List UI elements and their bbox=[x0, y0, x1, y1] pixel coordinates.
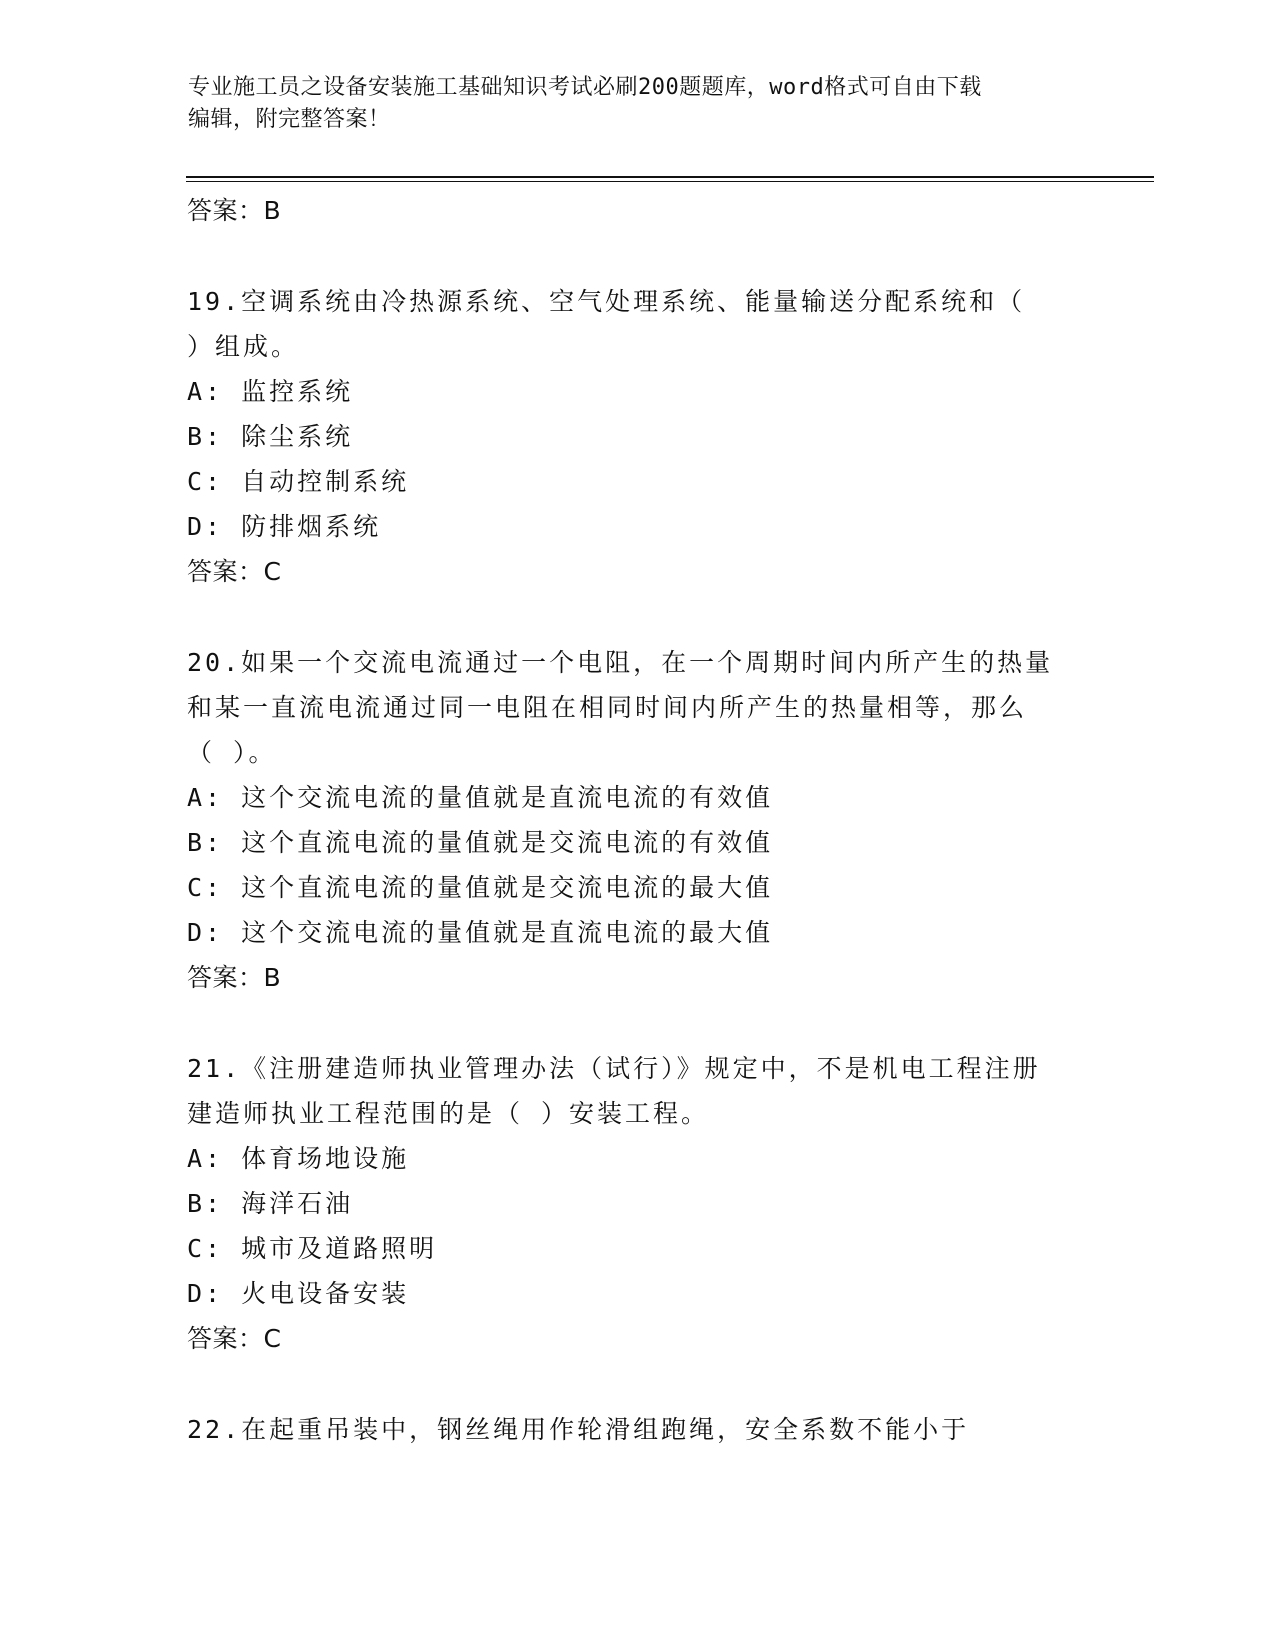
answer-line: 答案：B bbox=[187, 963, 282, 992]
option-b: B: 海洋石油 bbox=[187, 1189, 354, 1218]
answer-line: 答案：C bbox=[187, 1324, 282, 1353]
question-list bbox=[187, 188, 1087, 1452]
question-text bbox=[187, 640, 1067, 775]
document-header bbox=[188, 72, 1088, 136]
question-text-line: （ ）。 bbox=[187, 738, 277, 767]
question-text-line: 19.空调系统由冷热源系统、空气处理系统、能量输送分配系统和（ bbox=[187, 287, 1026, 316]
question-text bbox=[187, 279, 1067, 369]
question-text bbox=[187, 1046, 1067, 1136]
option-d: D: 这个交流电流的量值就是直流电流的最大值 bbox=[187, 918, 774, 947]
option-a: A: 这个交流电流的量值就是直流电流的有效值 bbox=[187, 783, 774, 812]
question-block bbox=[187, 640, 1087, 1000]
question-block bbox=[187, 1046, 1087, 1361]
question-text-line: ）组成。 bbox=[187, 332, 300, 361]
question-text-line: 22.在起重吊装中，钢丝绳用作轮滑组跑绳，安全系数不能小于 bbox=[187, 1415, 970, 1444]
option-c: C: 这个直流电流的量值就是交流电流的最大值 bbox=[187, 873, 774, 902]
option-b: B: 这个直流电流的量值就是交流电流的有效值 bbox=[187, 828, 774, 857]
question-block bbox=[187, 279, 1087, 594]
answer-line: 答案：B bbox=[187, 196, 282, 225]
header-rule-thin bbox=[186, 181, 1154, 182]
question-text-line: 建造师执业工程范围的是（ ）安装工程。 bbox=[187, 1099, 710, 1128]
question-text-line: 和某一直流电流通过同一电阻在相同时间内所产生的热量相等，那么 bbox=[187, 693, 1028, 722]
header-rule-thick bbox=[186, 176, 1154, 178]
header-line-1: 专业施工员之设备安装施工基础知识考试必刷200题题库，word格式可自由下载 bbox=[188, 75, 982, 100]
question-block bbox=[187, 1407, 1087, 1452]
header-line-2: 编辑，附完整答案！ bbox=[188, 107, 391, 132]
question-text bbox=[187, 1407, 1067, 1452]
question-text-line: 20.如果一个交流电流通过一个电阻，在一个周期时间内所产生的热量 bbox=[187, 648, 1054, 677]
option-b: B: 除尘系统 bbox=[187, 422, 354, 451]
option-a: A: 体育场地设施 bbox=[187, 1144, 410, 1173]
question-text-line: 21.《注册建造师执业管理办法（试行）》规定中，不是机电工程注册 bbox=[187, 1054, 1041, 1083]
option-c: C: 自动控制系统 bbox=[187, 467, 410, 496]
answer-line: 答案：C bbox=[187, 557, 282, 586]
option-a: A: 监控系统 bbox=[187, 377, 354, 406]
option-d: D: 火电设备安装 bbox=[187, 1279, 410, 1308]
option-d: D: 防排烟系统 bbox=[187, 512, 382, 541]
option-c: C: 城市及道路照明 bbox=[187, 1234, 438, 1263]
